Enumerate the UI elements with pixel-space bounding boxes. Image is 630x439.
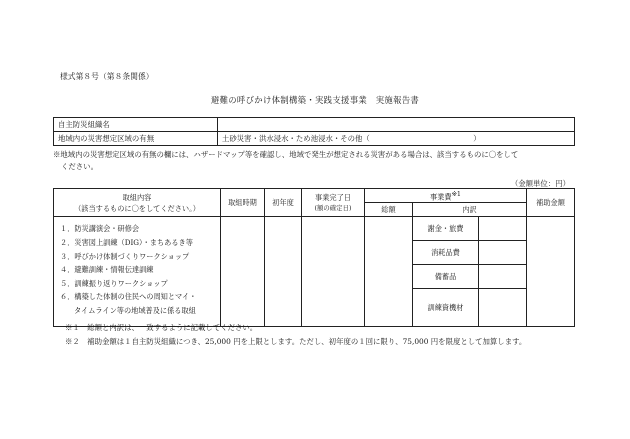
period-field[interactable] [221, 217, 265, 327]
activity-item-3[interactable]: ３．呼びかけ体制づくりワークショップ [60, 251, 190, 261]
document-title: 避難の呼びかけ体制構築・実践支援事業 実施報告書 [210, 95, 420, 105]
header-cost-mark: ※1 [451, 190, 461, 198]
activity-item-6-continued: タイムライン等の地域普及に係る取組 [74, 305, 196, 315]
breakdown-amount-fees[interactable] [479, 217, 527, 241]
activity-report-table [53, 188, 575, 327]
table-row [54, 217, 575, 241]
header-period: 取組時期 [221, 189, 265, 217]
total-amount-field[interactable] [365, 217, 413, 327]
organization-name-label: 自主防災組織名 [54, 118, 218, 132]
activity-item-4[interactable]: ４．避難訓練・情報伝達訓練 [60, 265, 154, 275]
header-completion [302, 189, 365, 217]
activity-item-1[interactable]: １．防災講演会・研修会 [60, 224, 140, 234]
organization-name-field[interactable] [218, 118, 575, 132]
hazard-area-options[interactable]: 土砂災害・洪水浸水・ため池浸水・その他（ ） [218, 132, 575, 146]
breakdown-label-equipment: 訓練資機材 [413, 289, 479, 327]
breakdown-label-fees: 謝金・旅費 [413, 217, 479, 241]
header-total: 総額 [365, 203, 413, 217]
header-cost [365, 189, 527, 203]
table-row [54, 189, 575, 203]
header-cost-label: 事業費 [430, 192, 452, 202]
table-row [54, 118, 575, 132]
hazard-area-label: 地域内の災害想定区域の有無 [54, 132, 218, 146]
header-completion-sub: (額の確定日) [314, 203, 352, 212]
activity-item-2[interactable]: ２．災害図上訓練（DIG）・まちあるき等 [60, 237, 193, 247]
activity-item-5[interactable]: ５．訓練振り返りワークショップ [60, 278, 168, 288]
breakdown-amount-equipment[interactable] [479, 289, 527, 327]
activity-items[interactable] [54, 217, 221, 327]
breakdown-amount-consumables[interactable] [479, 241, 527, 265]
completion-date-field[interactable] [302, 217, 365, 327]
table-row [54, 132, 575, 146]
header-breakdown: 内訳 [413, 203, 527, 217]
organization-info-table [53, 117, 575, 146]
currency-unit-label: （金額単位：円） [510, 179, 570, 188]
hazard-note-line1: ※地域内の災害想定区域の有無の欄には、ハザードマップ等を確認し、地域で発生が想定される災害がある場合は、該当するものに〇をして [53, 150, 519, 159]
header-first-year: 初年度 [265, 189, 302, 217]
activity-item-6[interactable]: ６．構築した体制の住民への周知とマイ・ [60, 292, 197, 302]
hazard-note-line2: ください。 [61, 162, 98, 171]
header-content-sub: （該当するものに〇をしてください。） [74, 203, 200, 213]
breakdown-amount-stockpile[interactable] [479, 265, 527, 289]
header-content-main: 取組内容 [122, 192, 152, 202]
header-subsidy: 補助金額 [527, 189, 575, 217]
header-completion-main: 事業完了日 [315, 192, 351, 202]
form-number: 様式第８号（第８条関係） [60, 72, 154, 81]
breakdown-label-consumables: 消耗品費 [413, 241, 479, 265]
header-content [54, 189, 221, 217]
breakdown-label-stockpile: 備蓄品 [413, 265, 479, 289]
first-year-field[interactable] [265, 217, 302, 327]
hazard-note [53, 149, 518, 173]
footnote-1: ※１ 総額と内訳は、一致するように記載してください。 [65, 323, 258, 332]
subsidy-amount-field[interactable] [527, 217, 575, 327]
footnote-2: ※２ 補助金額は１自主防災組織につき、25,000 円を上限とします。ただし、初年度の１回に限り、75,000 円を限度として加算します。 [65, 337, 527, 346]
